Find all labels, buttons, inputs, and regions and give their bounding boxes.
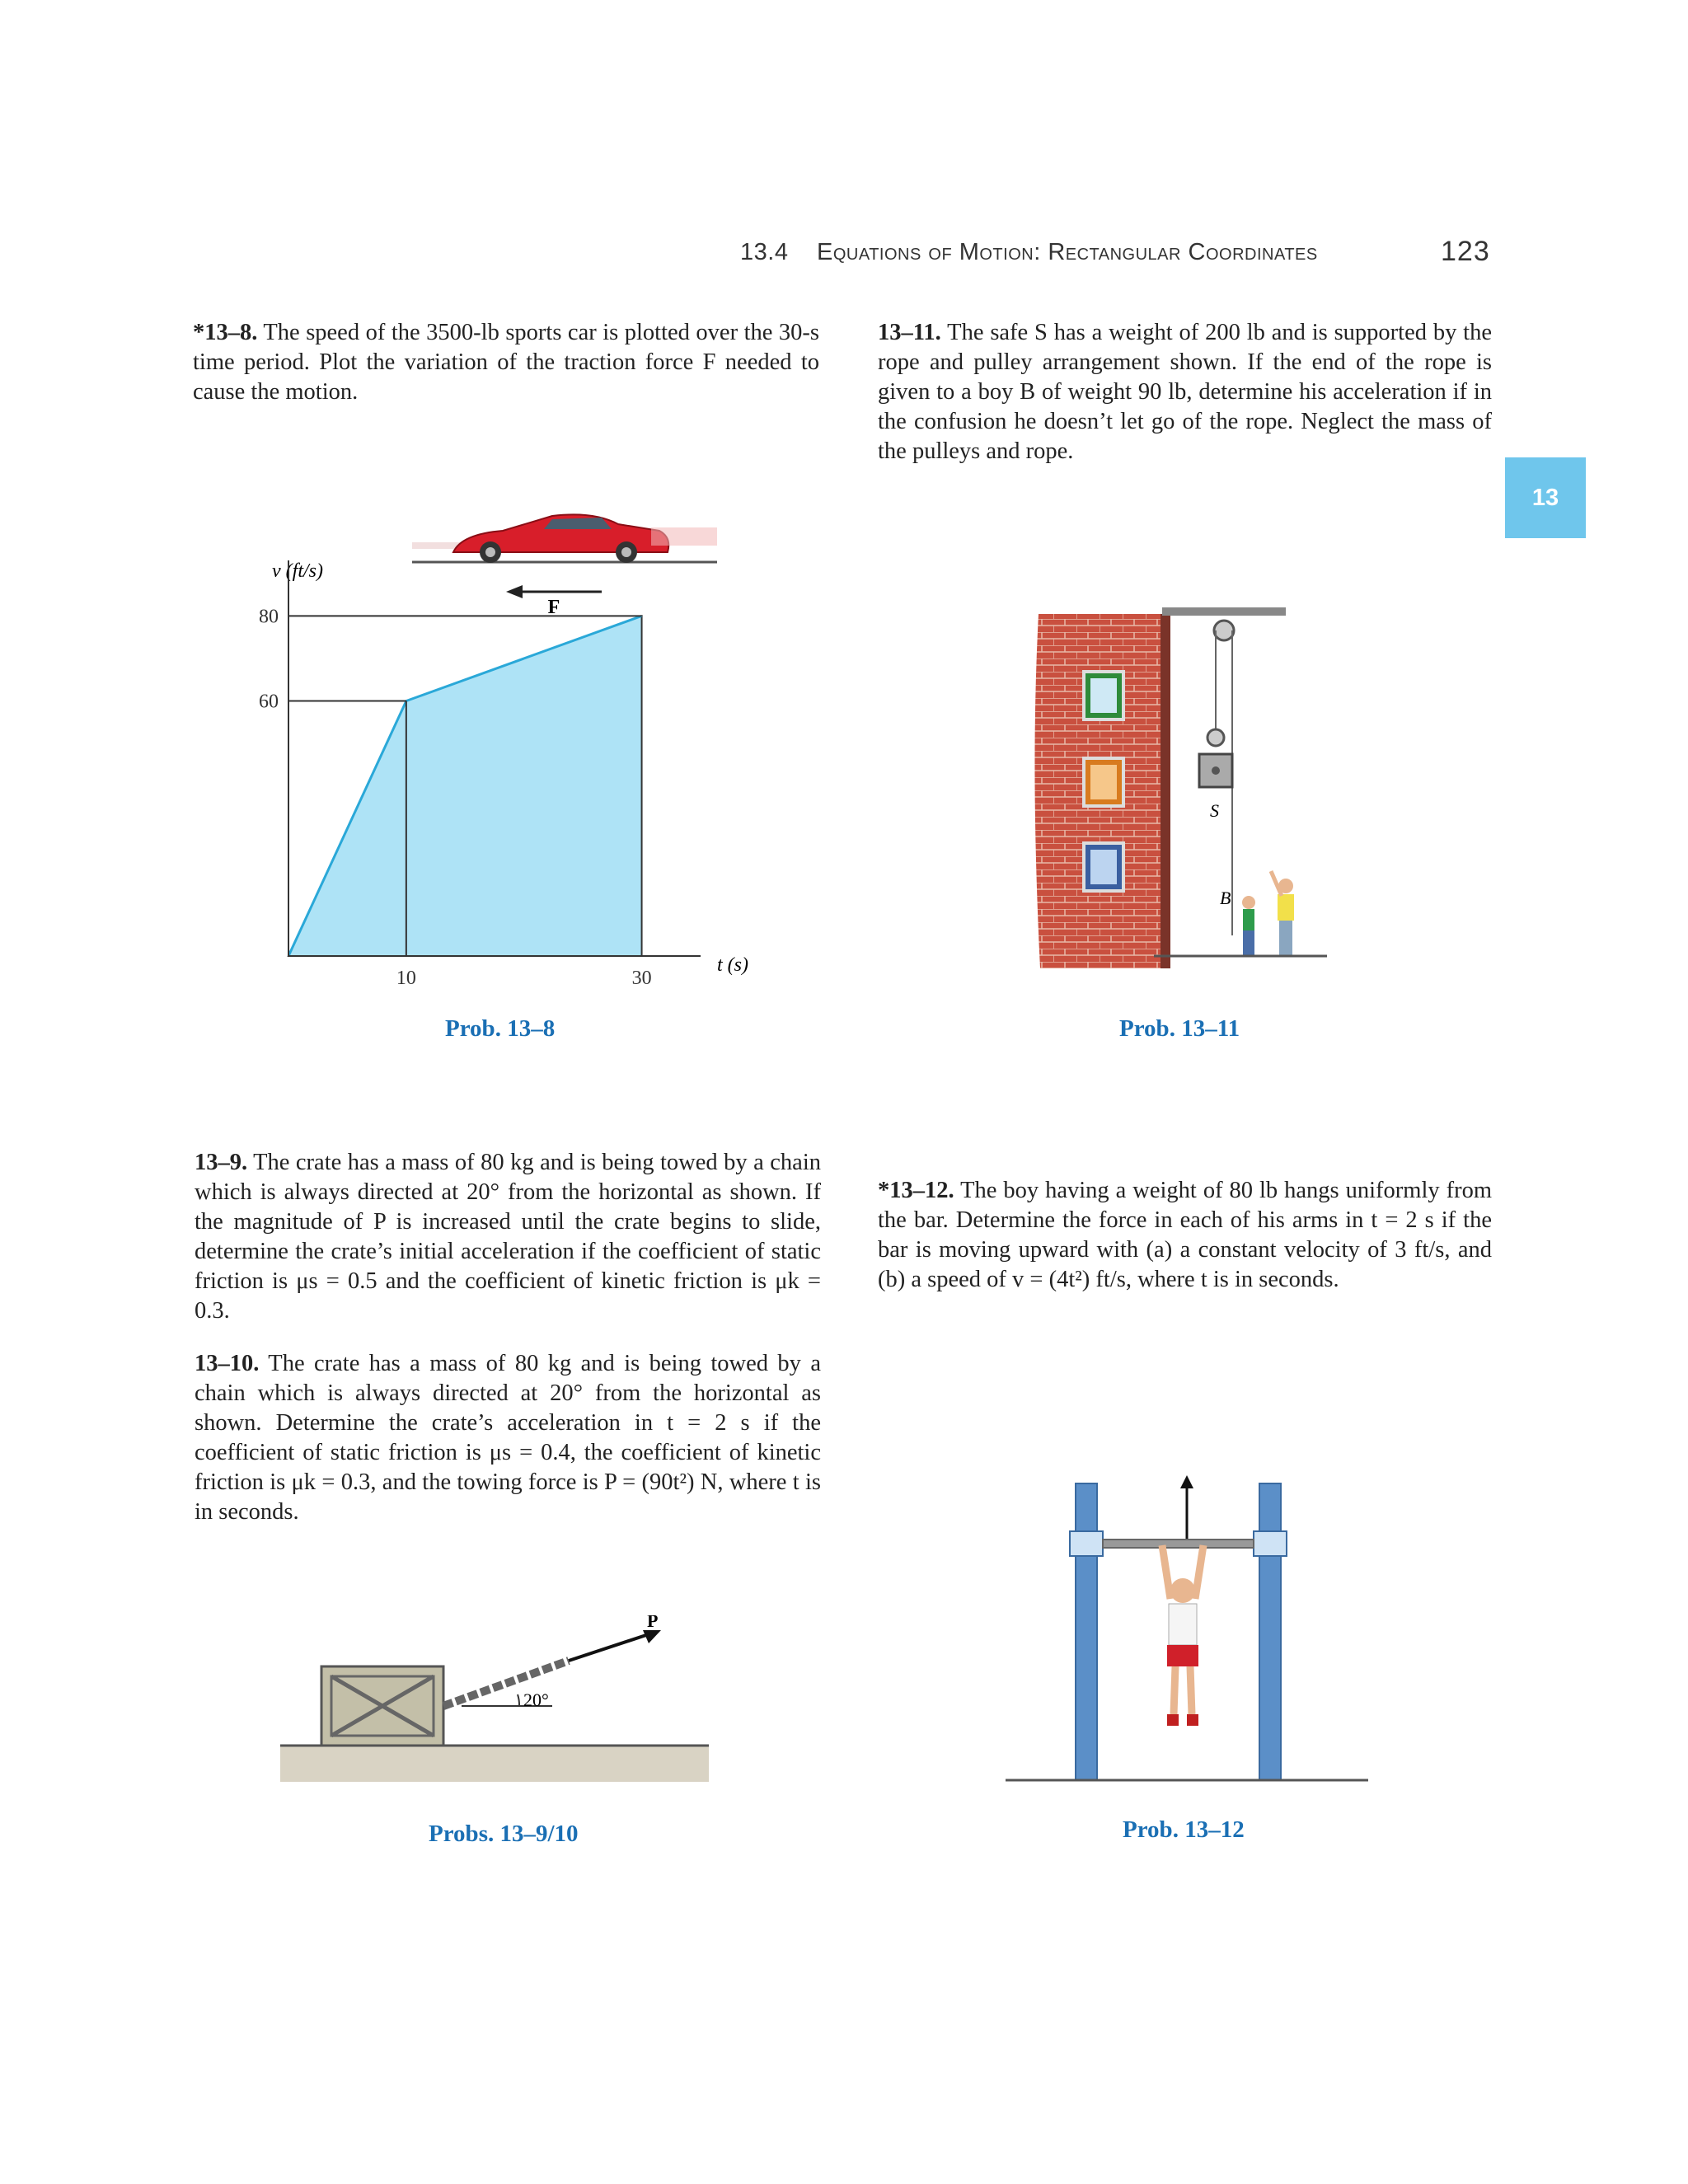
caption-13-12: Prob. 13–12 xyxy=(1123,1816,1245,1843)
running-header xyxy=(740,239,1318,266)
pull-up-bar xyxy=(1103,1540,1254,1548)
problem-id: *13–12. xyxy=(878,1178,954,1203)
problem-id: *13–8. xyxy=(193,320,258,345)
problem-13-11 xyxy=(878,318,1492,466)
problem-id: 13–10. xyxy=(195,1351,260,1376)
x-tick-label: 30 xyxy=(631,968,652,989)
problem-id: 13–11. xyxy=(878,320,941,345)
window xyxy=(1084,758,1123,806)
label-boy: B xyxy=(1220,888,1231,908)
window xyxy=(1084,672,1123,719)
force-label: P xyxy=(647,1615,659,1631)
y-tick-label: 60 xyxy=(259,691,279,713)
figure-13-9-10 xyxy=(272,1615,717,1788)
boy-figure xyxy=(1242,896,1255,957)
problem-13-10 xyxy=(195,1349,821,1527)
right-post xyxy=(1259,1483,1281,1780)
problem-13-12 xyxy=(878,1176,1492,1295)
problem-id: 13–9. xyxy=(195,1150,248,1175)
angle-label: 20° xyxy=(523,1690,549,1710)
crate-icon xyxy=(321,1666,443,1746)
force-arrow-f xyxy=(506,585,602,618)
velocity-area xyxy=(288,616,642,956)
problem-text: The crate has a mass of 80 kg and is being towed by a chain which is always directed at 20° from the horizontal as shown. If the magnitude of P is increased until the crate begins to slide, determine the crate’s initial acceleration if the coefficient of static friction is μs = 0.5 and the coefficient of kinetic friction is μk = 0.3. xyxy=(195,1150,821,1324)
problem-text: The speed of the 3500-lb sports car is plotted over the 30-s time period. Plot the variation of the traction force F needed to cause the motion. xyxy=(193,320,819,405)
safe-icon xyxy=(1199,754,1232,787)
problem-text: The crate has a mass of 80 kg and is being towed by a chain which is always directed at 20° from the horizontal as shown. Determine the crate’s acceleration in t = 2 s if the coefficient of static friction is μs = 0.4, the coefficient of kinetic friction is μk = 0.3, and the towing force is P = (90t²) N, where t is in seconds. xyxy=(195,1351,821,1525)
problem-text: The boy having a weight of 80 lb hangs uniformly from the bar. Determine the force in each of his arms in t = 2 s if the bar is moving upward with (a) a constant velocity of 3 ft/s, and (b) a speed of v = (4t²) ft/s, where t is in seconds. xyxy=(878,1178,1492,1292)
section-number: 13.4 xyxy=(740,239,789,265)
force-label: F xyxy=(547,597,560,618)
caption-13-9-10: Probs. 13–9/10 xyxy=(429,1821,579,1847)
y-axis-label: v (ft/s) xyxy=(272,560,323,582)
chain-icon xyxy=(443,1661,569,1706)
left-post xyxy=(1076,1483,1097,1780)
label-safe: S xyxy=(1210,800,1219,821)
figure-13-12 xyxy=(997,1475,1376,1797)
man-figure xyxy=(1271,871,1294,957)
page-number: 123 xyxy=(1441,236,1490,267)
boy-figure xyxy=(1162,1545,1203,1726)
x-tick-label: 10 xyxy=(396,968,416,989)
problem-text: The safe S has a weight of 200 lb and is supported by the rope and pulley arrangement shown. If the end of the rope is given to a boy B of weight 90 lb, determine his acceleration if in the confusion he doesn’t let go of the rope. Neglect the mass of the pulleys and rope. xyxy=(878,320,1492,464)
velocity-time-chart xyxy=(259,560,701,989)
force-arrow-p xyxy=(569,1633,651,1661)
x-axis-label: t (s) xyxy=(717,954,748,976)
sports-car-illustration xyxy=(412,514,717,563)
figure-13-8 xyxy=(190,494,791,1038)
caption-13-8: Prob. 13–8 xyxy=(445,1015,556,1042)
figure-13-11 xyxy=(1030,606,1343,993)
overhead-beam xyxy=(1162,607,1286,616)
ground xyxy=(280,1746,709,1782)
problem-13-8 xyxy=(193,318,819,407)
problem-13-9 xyxy=(195,1148,821,1326)
y-tick-label: 80 xyxy=(259,606,279,628)
caption-13-11: Prob. 13–11 xyxy=(1119,1015,1240,1042)
section-title: Equations of Motion: Rectangular Coordinates xyxy=(817,239,1318,265)
window xyxy=(1084,843,1123,891)
chapter-tab: 13 xyxy=(1505,457,1586,538)
